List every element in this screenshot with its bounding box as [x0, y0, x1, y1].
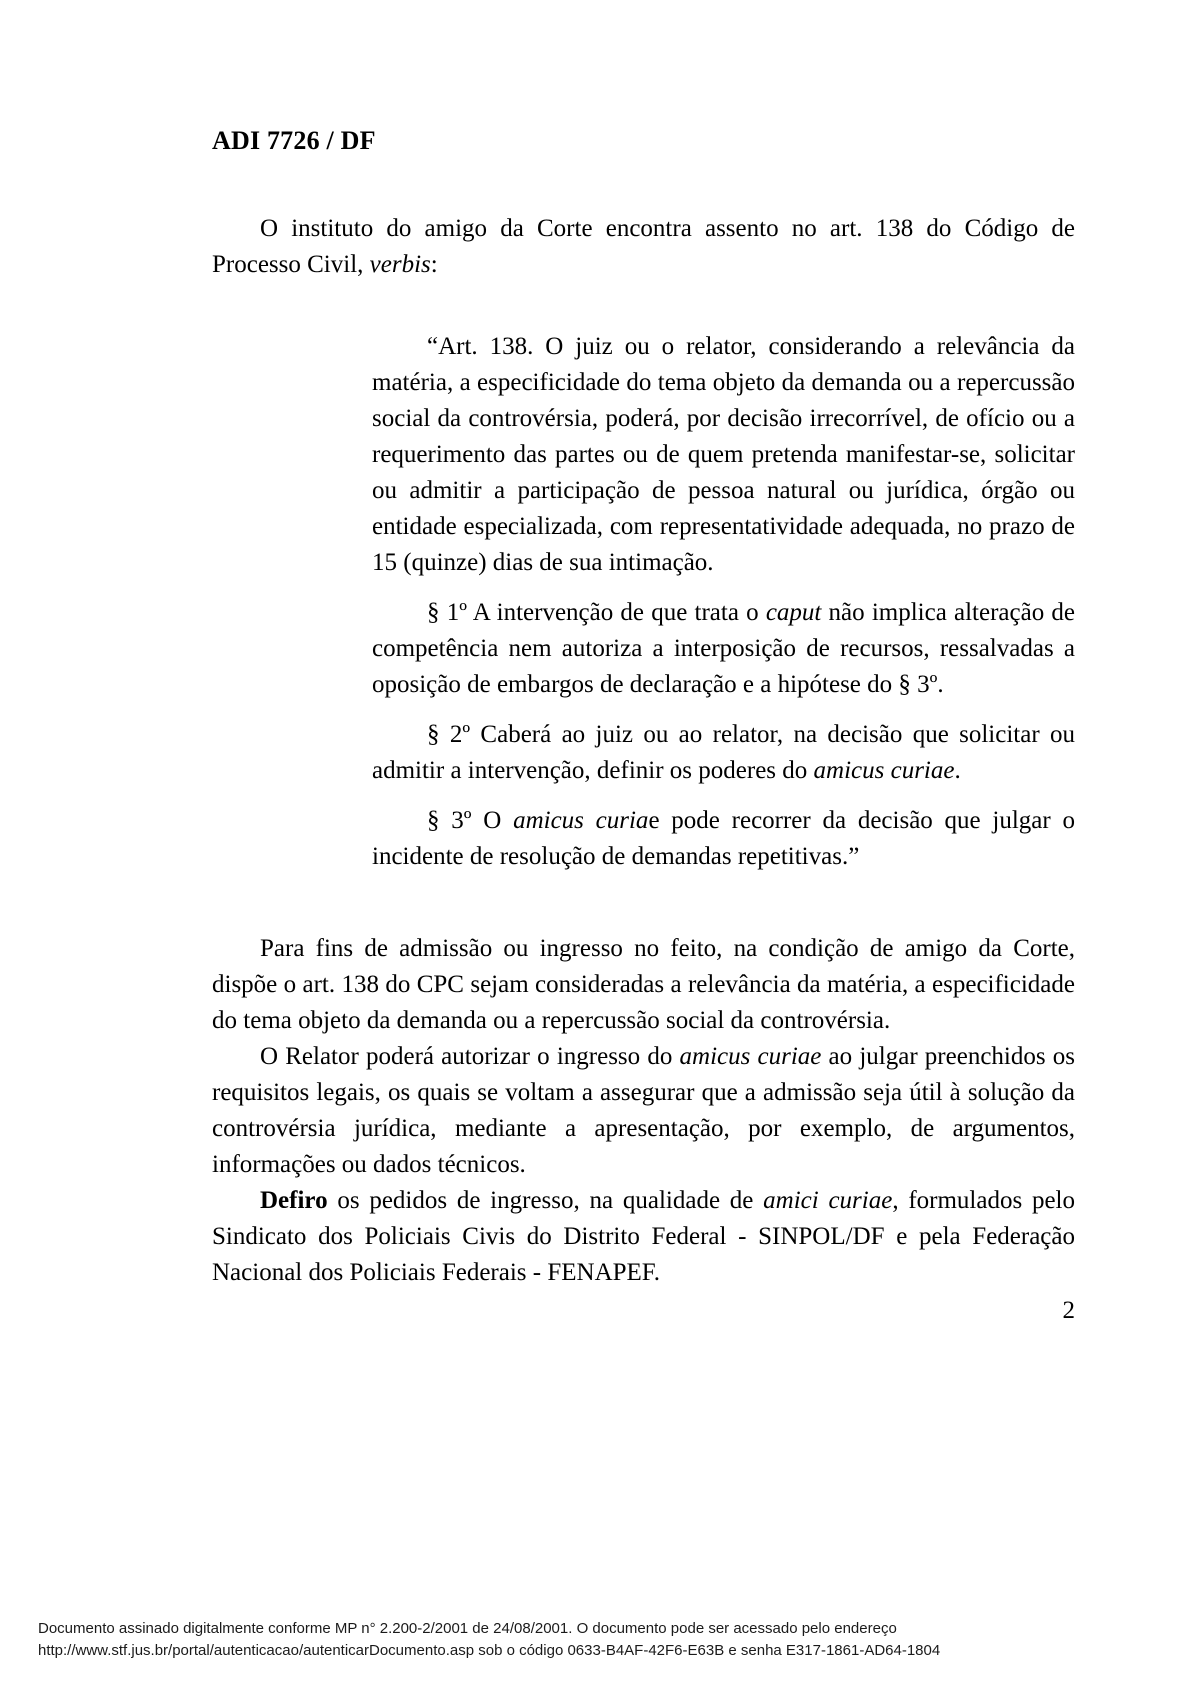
quote-paragraph-2: § 2º Caberá ao juiz ou ao relator, na decisão que solicitar ou admitir a intervenção, definir os poderes do amicus curiae. [372, 721, 1075, 784]
statute-quote-block [372, 329, 1075, 875]
relator-paragraph: O Relator poderá autorizar o ingresso do amicus curiae ao julgar preenchidos os requisitos legais, os quais se voltam a assegurar que a admissão seja útil à solução da controvérsia jurídica, mediante a apresentação, por exemplo, de argumentos, informações ou dados técnicos. [212, 1043, 1075, 1178]
document-body [212, 127, 1075, 1329]
intro-paragraph: O instituto do amigo da Corte encontra assento no art. 138 do Código de Processo Civil, verbis: [212, 215, 1075, 278]
defiro-paragraph: Defiro os pedidos de ingresso, na qualidade de amici curiae, formulados pelo Sindicato dos Policiais Civis do Distrito Federal - SINPOL/DF e pela Federação Nacional dos Policiais Federais - FENAPEF. [212, 1187, 1075, 1286]
quote-paragraph-caput: “Art. 138. O juiz ou o relator, considerando a relevância da matéria, a especificidade do tema objeto da demanda ou a repercussão social da controvérsia, poderá, por decisão irrecorrível, de ofício ou a requerimento das partes ou de quem pretenda manifestar-se, solicitar ou admitir a participação de pessoa natural ou jurídica, órgão ou entidade especializada, com representatividade adequada, no prazo de 15 (quinze) dias de sua intimação. [372, 333, 1075, 576]
admission-criteria-paragraph: Para fins de admissão ou ingresso no feito, na condição de amigo da Corte, dispõe o art. 138 do CPC sejam consideradas a relevância da matéria, a especificidade do tema objeto da demanda ou a repercussão social da controvérsia. [212, 935, 1075, 1034]
case-number-heading: ADI 7726 / DF [212, 126, 376, 155]
quote-paragraph-1: § 1º A intervenção de que trata o caput não implica alteração de competência nem autoriza a interposição de recursos, ressalvadas a oposição de embargos de declaração e a hipótese do § 3º. [372, 599, 1076, 698]
footer-line-2: http://www.stf.jus.br/portal/autenticacao/autenticarDocumento.asp sob o código 0633-B4AF-42F6-E63B e senha E317-1861-AD64-1804 [38, 1642, 941, 1659]
quote-paragraph-3: § 3º O amicus curiae pode recorrer da decisão que julgar o incidente de resolução de demandas repetitivas.” [372, 807, 1075, 870]
page-number: 2 [1062, 1297, 1075, 1324]
digital-signature-footer [38, 1618, 1160, 1662]
footer-line-1: Documento assinado digitalmente conforme MP n° 2.200-2/2001 de 24/08/2001. O documento pode ser acessado pelo endereço [38, 1620, 897, 1637]
